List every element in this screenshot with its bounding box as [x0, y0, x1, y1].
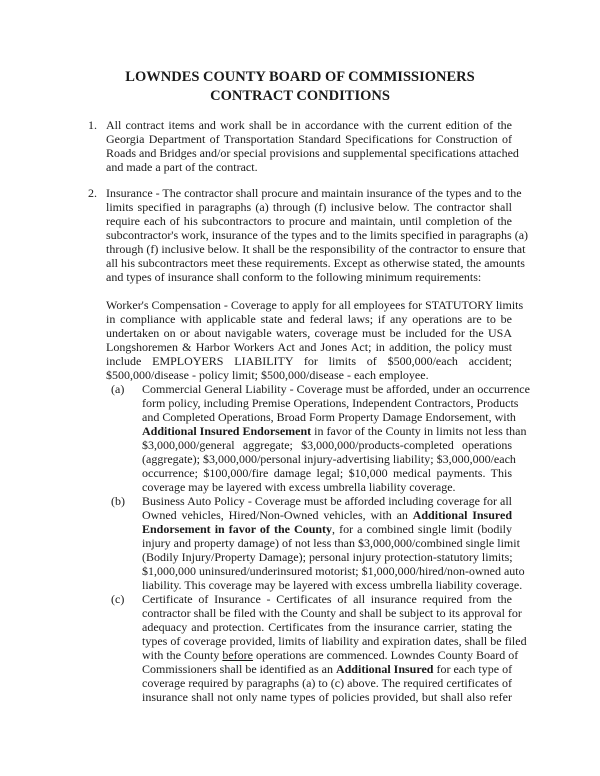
subitem-label: (c): [111, 592, 125, 606]
text-line: [142, 564, 525, 578]
text-line: and made a part of the contract.: [106, 160, 258, 174]
text-line: [142, 536, 520, 550]
text-line: Georgia Department of Transportation Standard Specifications for Construction of: [106, 132, 512, 146]
text-segment: Certificate of Insurance - Certificates of all insurance required from the: [142, 592, 512, 606]
numbered-paragraph: [106, 298, 524, 382]
text-segment: $3,000,000/general aggregate; $3,000,000/products-completed operations: [142, 438, 512, 452]
text-line: [142, 662, 512, 676]
subitem-paragraph: [142, 494, 525, 592]
text-segment: (Bodily Injury/Property Damage); personal injury protection-statutory limits;: [142, 550, 513, 564]
text-line: [142, 620, 512, 634]
numbered-paragraph: [106, 118, 519, 174]
text-segment: injury and property damage) of not less than $3,000,000/combined single limit: [142, 536, 520, 550]
text-line: [142, 396, 519, 410]
text-line: in compliance with applicable state and federal laws; if any operations are to be: [106, 312, 512, 326]
text-segment: adequacy and protection. Certificates from the insurance carrier, stating the: [142, 620, 512, 634]
subitem-paragraph: [142, 592, 527, 704]
text-segment: Owned vehicles, Hired/Non-Owned vehicles, with an: [142, 508, 413, 522]
text-segment: types of coverage provided, limits of liability and expiration dates, shall be filed: [142, 634, 527, 648]
text-line: [142, 508, 512, 522]
text-segment: , for a combined single limit (bodily: [332, 522, 512, 536]
text-line: [142, 522, 512, 536]
text-line: [142, 606, 522, 620]
text-line: [142, 550, 512, 564]
text-line: through (f) inclusive below. It shall be the responsibility of the contractor to ensure that: [106, 242, 526, 256]
text-line: undertaken on or about navigable waters, coverage must be included for the USA: [106, 326, 512, 340]
text-line: Roads and Bridges and/or special provisions and supplemental specifications attached: [106, 146, 519, 160]
text-line: [142, 466, 512, 480]
text-line: require each of his subcontractors to procure and maintain, until completion of the: [106, 214, 512, 228]
text-line: $500,000/disease - policy limit; $500,000/disease - each employee.: [106, 368, 429, 382]
text-segment: $1,000,000 uninsured/underinsured motorist; $1,000,000/hired/non-owned auto: [142, 564, 525, 578]
text-segment: coverage may be layered with excess umbrella liability coverage.: [142, 480, 456, 494]
text-line: [142, 480, 512, 494]
text-segment: and Completed Operations, Broad Form Property Damage Endorsement, with: [142, 410, 516, 424]
item-number: 2.: [88, 186, 97, 200]
text-line: Worker's Compensation - Coverage to apply for all employees for STATUTORY limits: [106, 298, 524, 312]
text-segment: in favor of the County in limits not less than: [311, 424, 527, 438]
numbered-paragraph: [106, 186, 529, 284]
text-line: [142, 410, 516, 424]
text-segment: Commercial General Liability - Coverage must be afforded, under an occurrence: [142, 382, 530, 396]
subitem-paragraph: [142, 382, 530, 494]
bold-text: Endorsement in favor of the County: [142, 522, 333, 536]
title-line-1: LOWNDES COUNTY BOARD OF COMMISSIONERS: [125, 69, 475, 85]
text-segment: operations are commenced. Lowndes County Board of: [253, 648, 519, 662]
text-line: [142, 494, 512, 508]
text-line: [142, 382, 530, 396]
bold-text: Additional Insured: [412, 508, 512, 522]
text-segment: insurance shall not only name types of policies provided, but shall also refer: [142, 690, 512, 704]
subitem-label: (a): [111, 382, 125, 396]
text-line: all his subcontractors meet these requirements. Except as otherwise stated, the amounts: [106, 256, 525, 270]
text-line: All contract items and work shall be in accordance with the current edition of the: [106, 118, 512, 132]
text-line: limits specified in paragraphs (a) through (f) inclusive below. The contractor shall: [106, 200, 512, 214]
text-line: Longshoremen & Harbor Workers Act and Jones Act; in addition, the policy must: [106, 340, 512, 354]
text-line: [142, 634, 527, 648]
text-line: [142, 690, 512, 704]
text-line: and types of insurance shall conform to the following minimum requirements:: [106, 270, 482, 284]
text-line: subcontractor's work, insurance of the types and to the limits specified in paragraphs (a): [106, 228, 529, 242]
text-segment: coverage required by paragraphs (a) to (c) above. The required certificates of: [142, 676, 512, 690]
text-segment: form policy, including Premise Operations, Independent Contractors, Products: [142, 396, 519, 410]
subitem-label: (b): [111, 494, 125, 508]
text-line: [142, 452, 516, 466]
text-line: include EMPLOYERS LIABILITY for limits of $500,000/each accident;: [106, 354, 512, 368]
text-segment: for each type of: [433, 662, 513, 676]
text-line: [142, 648, 519, 662]
text-line: [142, 676, 512, 690]
text-line: [142, 424, 527, 438]
text-line: Insurance - The contractor shall procure and maintain insurance of the types and to the: [106, 186, 522, 200]
text-segment: Commissioners shall be identified as an: [142, 662, 336, 676]
document-title: [0, 68, 600, 106]
underlined-text: before: [222, 648, 253, 662]
text-segment: (aggregate); $3,000,000/personal injury-advertising liability; $3,000,000/each: [142, 452, 516, 466]
text-segment: with the County: [142, 648, 223, 662]
bold-text: Additional Insured: [335, 662, 434, 676]
bold-text: Additional Insured Endorsement: [142, 424, 312, 438]
text-segment: liability. This coverage may be layered with excess umbrella liability coverage.: [142, 578, 523, 592]
text-line: [142, 438, 512, 452]
title-line-2: CONTRACT CONDITIONS: [210, 88, 390, 104]
item-number: 1.: [88, 118, 97, 132]
text-line: [142, 578, 523, 592]
text-segment: contractor shall be filed with the County and shall be subject to its approval for: [142, 606, 522, 620]
text-segment: Business Auto Policy - Coverage must be afforded including coverage for all: [142, 494, 512, 508]
text-segment: occurrence; $100,000/fire damage legal; $10,000 medical payments. This: [142, 466, 512, 480]
text-line: [142, 592, 512, 606]
